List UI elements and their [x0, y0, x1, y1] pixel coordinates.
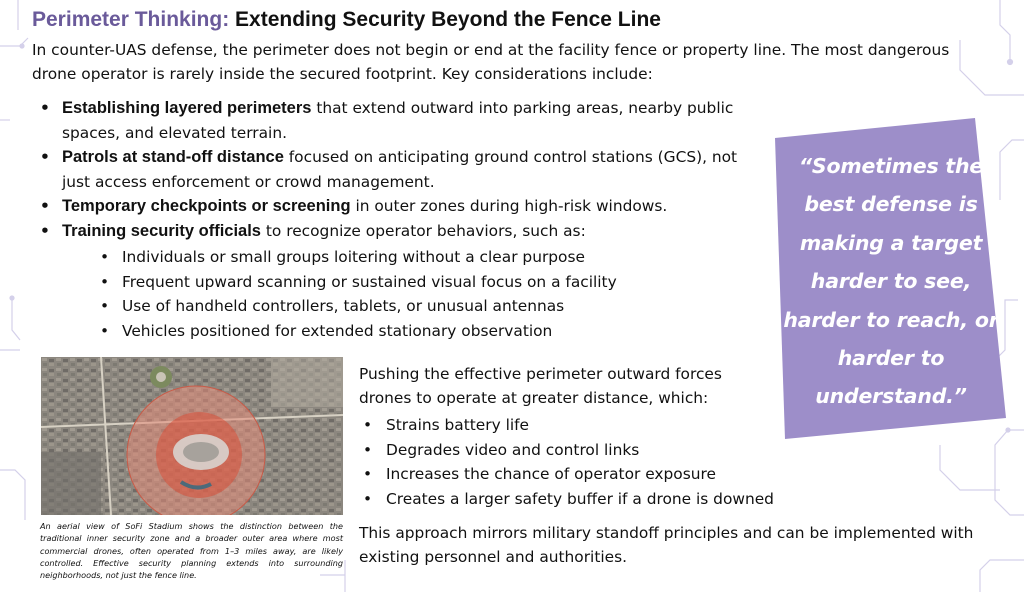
- item-bold: Establishing layered perimeters: [62, 99, 312, 117]
- list-item: • Frequent upward scanning or sustained visual focus on a facility: [100, 270, 740, 295]
- considerations-list: [40, 96, 770, 243]
- item-bold: Training security officials: [62, 221, 261, 240]
- item-text: that extend outward into parking areas, nearby public spaces, and elevated terrain.: [62, 99, 734, 142]
- push-effects-list: [363, 413, 823, 511]
- list-item: [40, 145, 770, 194]
- list-item: • Creates a larger safety buffer if a drone is downed: [363, 487, 823, 512]
- list-item: [40, 194, 770, 219]
- push-paragraph: Pushing the effective perimeter outward forces drones to operate at greater distance, which:: [359, 365, 722, 407]
- page-title: [32, 8, 661, 32]
- list-item: • Use of handheld controllers, tablets, or unusual antennas: [100, 294, 740, 319]
- pull-quote: “Sometimes the best defense is making a target harder to see, harder to reach, or harder to understand.”: [783, 154, 999, 409]
- list-item: • Increases the chance of operator exposure: [363, 462, 823, 487]
- pull-quote-box: [775, 118, 1006, 439]
- behaviors-list: [100, 245, 740, 343]
- list-item: [40, 219, 770, 244]
- item-text: focused on anticipating ground control stations (GCS), not just access enforcement or crowd management.: [62, 148, 738, 191]
- closing-paragraph: This approach mirrors military standoff principles and can be implemented with existing personnel and authorities.: [359, 524, 974, 566]
- list-item: • Individuals or small groups loitering without a clear purpose: [100, 245, 740, 270]
- title-rest: Extending Security Beyond the Fence Line: [235, 8, 661, 31]
- title-accent: Perimeter Thinking:: [32, 8, 230, 31]
- item-text: to recognize operator behaviors, such as:: [260, 221, 586, 240]
- image-caption: An aerial view of SoFi Stadium shows the distinction between the traditional inner security zone and a broader outer area where most commercial drones, often operated from 1–3 miles away, are likely controlled. Effective security planning extends into surrounding neighborhoods, not just the fence line.: [40, 521, 343, 581]
- list-item: • Strains battery life: [363, 413, 823, 438]
- item-text: in outer zones during high-risk windows.: [350, 197, 668, 215]
- list-item: [40, 96, 770, 145]
- item-bold: Patrols at stand-off distance: [62, 148, 284, 166]
- intro-paragraph: In counter-UAS defense, the perimeter does not begin or end at the facility fence or property line. The most dangerous drone operator is rarely inside the secured footprint. Key considerations include:: [32, 41, 950, 83]
- list-item: • Vehicles positioned for extended stationary observation: [100, 319, 740, 344]
- aerial-stadium-image: [41, 357, 343, 515]
- item-bold: Temporary checkpoints or screening: [62, 197, 351, 215]
- list-item: • Degrades video and control links: [363, 438, 823, 463]
